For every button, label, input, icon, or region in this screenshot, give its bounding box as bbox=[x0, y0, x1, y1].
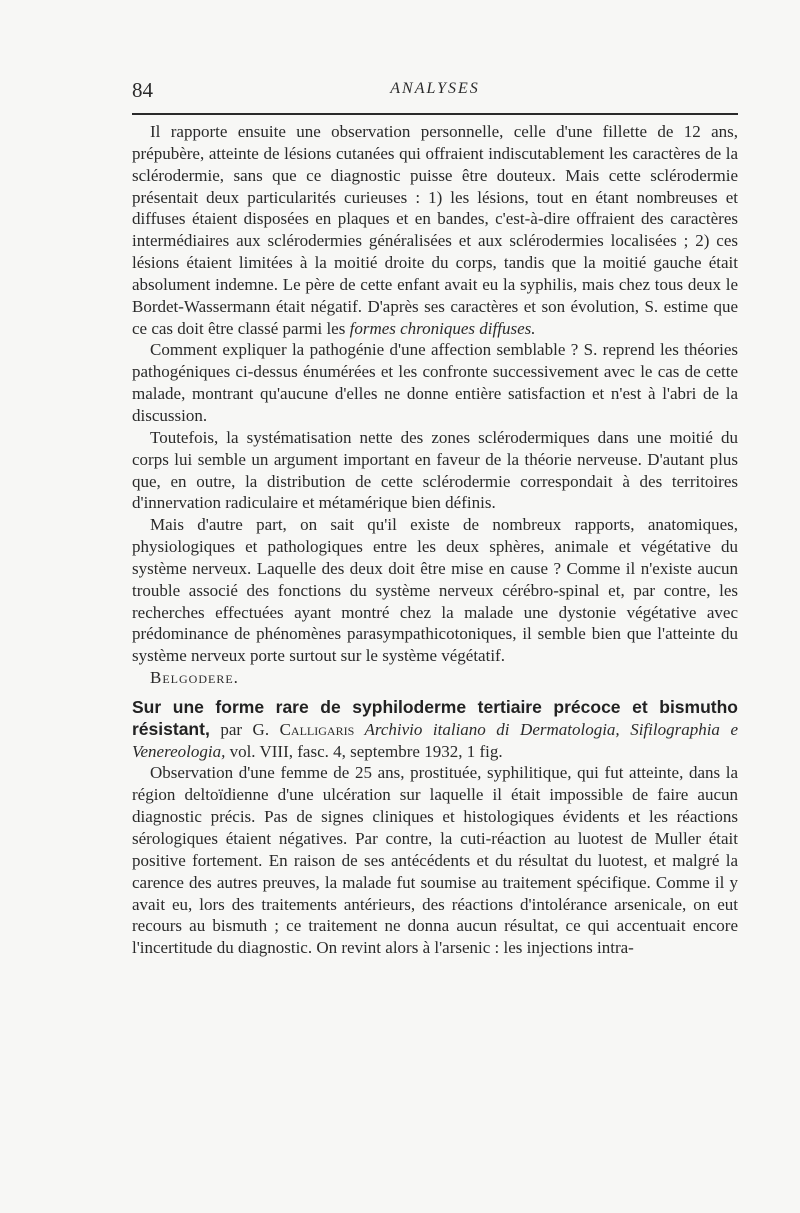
paragraph: Comment expliquer la pathogénie d'une affection semblable ? S. reprend les théories pathogéniques ci-dessus énumérées et les confronte successivement avec le cas de cette malade, montrant qu'aucune d'elles ne donne entière satisfaction et n'est à l'abri de la discussion. bbox=[132, 340, 738, 425]
paragraph: Toutefois, la systématisation nette des zones sclérodermiques dans une moitié du corps lui semble un argument important en faveur de la théorie nerveuse. D'autant plus que, en outre, la distribution de cette sclérodermie correspondait à des territoires d'innervation radiculaire et métamérique bien définis. bbox=[132, 427, 738, 513]
paragraph bbox=[132, 121, 738, 339]
article-reference bbox=[132, 697, 738, 763]
body-text bbox=[132, 121, 738, 959]
article-title: Sur une forme rare de syphiloderme tertiaire précoce et bismutho résistant, bbox=[132, 696, 738, 739]
review-sclerodermie bbox=[132, 121, 738, 689]
review-syphiloderme bbox=[132, 697, 738, 959]
running-head: ANALYSES bbox=[390, 80, 480, 97]
citation-details: vol. VIII, fasc. 4, septembre 1932, 1 fig. bbox=[225, 741, 503, 761]
italic-term: formes chroniques diffuses. bbox=[349, 318, 536, 338]
by-text: par G. bbox=[209, 719, 280, 739]
journal-name: Archivio italiano di Dermatologia, Sifilographia e Venereologia, bbox=[132, 719, 738, 761]
article-author: Calligaris bbox=[279, 719, 355, 739]
paragraph: Observation d'une femme de 25 ans, prostituée, syphilitique, qui fut atteinte, dans la région deltoïdienne d'une ulcération sur laquelle il était impossible de faire aucun diagnostic précis. Pas de signes cliniques et histologiques évidents et les réactions sérologiques étaient négatives. Par contre, la cuti-réaction au luotest de Muller était positive fortement. En raison de ses antécédents et du résultat du luotest, et malgré la carence des autres preuves, la malade fut soumise au traitement spécifique. Comme il y avait eu, lors des traitements antérieurs, des réactions d'intolérance arsenicale, on eut recours au bismuth ; ce traitement ne donna aucun résultat, ce qui accentuait encore l'incertitude du diagnostic. On revint alors à l'arsenic : les injections intra- bbox=[132, 763, 738, 958]
paragraph: Mais d'autre part, on sait qu'il existe de nombreux rapports, anatomiques, physiologiques et pathologiques entre les deux sphères, animale et végétative du système nerveux. Laquelle des deux doit être mise en cause ? Comme il n'existe aucun trouble associé des fonctions du système nerveux cérébro-spinal et, par contre, les recherches effectuées ayant montré chez la malade une dystonie végétative avec prédominance de phénomènes parasympathicotoniques, il semble bien que l'atteinte du système nerveux porte surtout sur le système végétatif. bbox=[132, 515, 738, 666]
page-number: 84 bbox=[132, 78, 153, 102]
page-header bbox=[132, 78, 738, 108]
reviewer-signature: Belgodere. bbox=[150, 668, 239, 688]
paragraph-text: Il rapporte ensuite une observation personnelle, celle d'une fillette de 12 ans, prépubère, atteinte de lésions cutanées qui offraient indiscutablement les caractères de la sclérodermie, sans que ce diagnostic puisse être douteux. Mais cette sclérodermie présentait deux particularités curieuses : 1) les lésions, tout en étant nombreuses et diffuses étaient disposées en plaques et en bandes, c'est-à-dire offraient des caractères intermédiaires aux sclérodermies généralisées et aux sclérodermies localisées ; 2) ces lésions étaient limitées à la moitié droite du corps, tandis que la moitié gauche était absolument indemne. Le père de cette enfant avait eu la syphilis, mais chez tous deux le Bordet-Wassermann était négatif. D'après ses caractères et son évolution, S. estime que ce cas doit être classé parmi les bbox=[132, 122, 738, 338]
header-rule bbox=[132, 113, 738, 115]
